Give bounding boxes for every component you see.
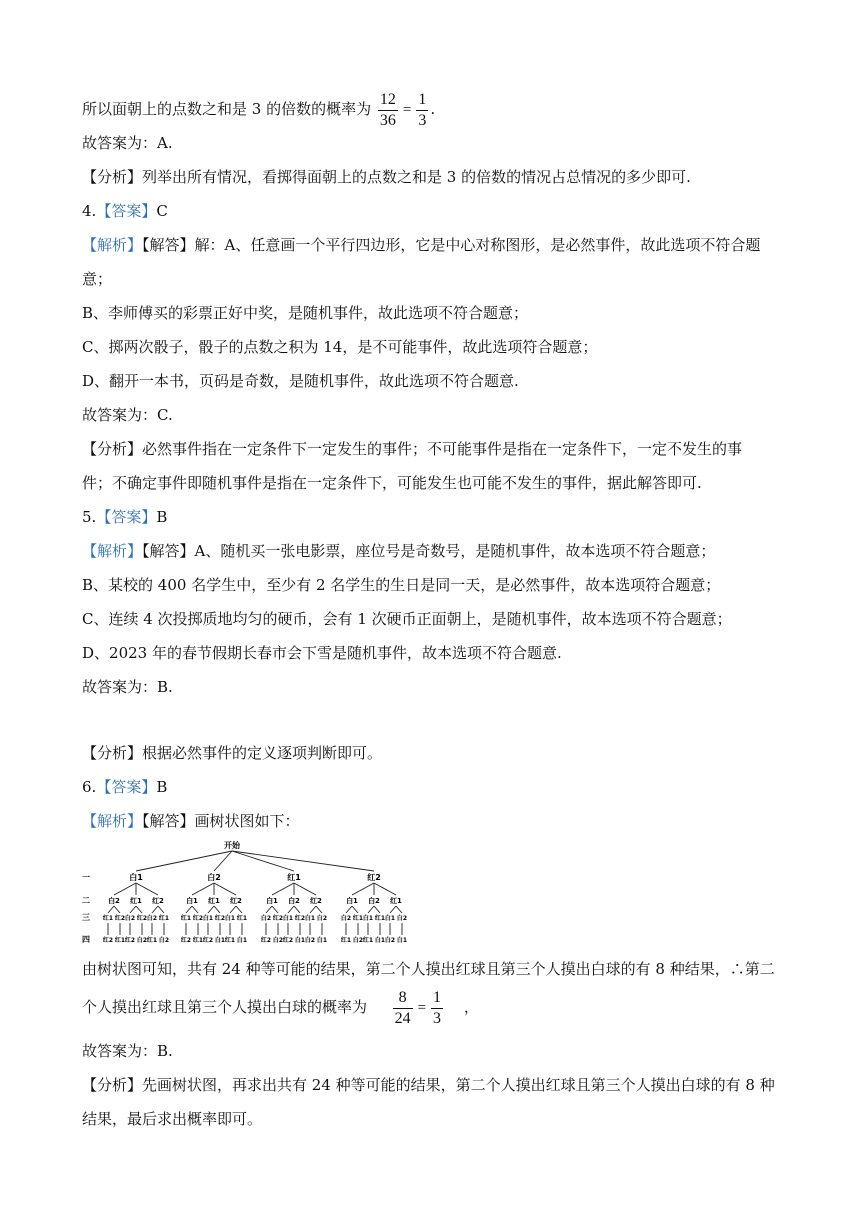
tree-branch	[294, 906, 300, 913]
tree-node-level4: 红2	[260, 937, 272, 944]
tree-node-level4: 红1	[146, 937, 158, 944]
tree-branch	[186, 906, 192, 913]
tree-branch	[152, 906, 158, 913]
tree-branch	[352, 906, 358, 913]
tree-node-level4: 红2	[282, 937, 294, 944]
tree-node-level2: 红2	[310, 897, 322, 905]
tree-branch	[208, 906, 214, 913]
row-label: 三	[82, 913, 90, 922]
text-line: 由树状图可知，共有 24 种等可能的结果，第二个人摸出红球且第三个人摸出白球的有 8 种结果，∴第二	[82, 960, 775, 978]
tree-node-level1: 白1	[129, 873, 143, 882]
tree-node-level4: 红1	[224, 937, 236, 944]
tree-node-level1: 白2	[207, 873, 221, 882]
tree-node-level3: 白2	[260, 915, 272, 922]
tree-diagram	[82, 838, 422, 948]
tree-node-level4: 白2	[304, 937, 316, 944]
q4-header: 4.【答案】C	[82, 202, 168, 220]
tree-branch	[114, 883, 136, 895]
tree-node-level3: 白2	[316, 915, 328, 922]
tree-node-level2: 红1	[130, 897, 142, 905]
tree-node-level4: 白2	[352, 937, 364, 944]
tree-branch	[316, 906, 322, 913]
text-line: B、李师傅买的彩票正好中奖，是随机事件，故此选项不符合题意；	[82, 304, 529, 322]
tree-branch	[236, 906, 242, 913]
tree-root: 开始	[224, 841, 240, 850]
tree-branch	[310, 906, 316, 913]
tree-branch	[136, 883, 158, 895]
tree-node-level2: 白2	[288, 897, 300, 905]
tree-node-level4: 红1	[340, 937, 352, 944]
tree-node-level3: 白1	[224, 915, 236, 922]
explain-tag: 【解析】	[82, 812, 143, 830]
tree-node-level2: 红1	[208, 897, 220, 905]
tree-node-level4: 白1	[294, 937, 306, 944]
tree-node-level3: 红2	[294, 915, 306, 922]
text-line: B、某校的 400 名学生中，至少有 2 名学生的生日是同一天，是必然事件，故本选项符合题意；	[82, 576, 721, 594]
tree-node-level3: 白1	[362, 915, 374, 922]
tree-branch	[232, 851, 374, 871]
tree-node-level3: 红1	[236, 915, 248, 922]
tree-branch	[346, 906, 352, 913]
tree-node-level3: 红2	[214, 915, 226, 922]
q6-solution: 【解析】【解答】画树状图如下：	[82, 812, 300, 830]
answer-line: 故答案为：C.	[82, 406, 173, 424]
tree-node-level3: 红1	[180, 915, 192, 922]
tree-node-level3: 红1	[158, 915, 170, 922]
tree-branch	[288, 906, 294, 913]
tree-node-level2: 红2	[152, 897, 164, 905]
tree-node-level4: 红1	[362, 937, 374, 944]
tree-branch	[396, 906, 402, 913]
text-line: D、翻开一本书，页码是奇数，是随机事件，故此选项不符合题意.	[82, 372, 519, 390]
tree-branch	[272, 883, 294, 895]
tree-node-level2: 红1	[390, 897, 402, 905]
answer-tag: 【答案】	[96, 508, 157, 526]
tree-branch	[114, 906, 120, 913]
q5-solution: 【解析】【解答】A、随机买一张电影票，座位号是奇数号，是随机事件，故本选项不符合题意；	[82, 542, 716, 560]
tree-branch	[266, 906, 272, 913]
answer-tag: 【答案】	[96, 202, 157, 220]
tree-node-level3: 白2	[340, 915, 352, 922]
tree-node-level3: 红2	[136, 915, 148, 922]
text-line: 件；不确定事件即随机事件是指在一定条件下，可能发生也可能不发生的事件，据此解答即可.	[82, 474, 702, 492]
answer-line: 故答案为：B.	[82, 678, 173, 696]
fraction-12-36: $\frac{12}{36}$	[379, 90, 396, 129]
tree-node-level3: 白1	[202, 915, 214, 922]
answer-tag: 【答案】	[96, 778, 157, 796]
tree-branch	[214, 906, 220, 913]
tree-node-level4: 白1	[316, 937, 328, 944]
tree-branch	[214, 883, 236, 895]
tree-node-level2: 白1	[346, 897, 358, 905]
analysis-line: 【分析】先画树状图，再求出共有 24 种等可能的结果，第二个人摸出红球且第三个人摸出白球的有 8 种	[82, 1076, 775, 1094]
tree-node-level3: 白2	[396, 915, 408, 922]
tree-branch	[374, 883, 396, 895]
tree-branch	[390, 906, 396, 913]
tree-branch	[136, 906, 142, 913]
fraction-1-3: $\frac{1}{3}$	[433, 988, 442, 1027]
q6-header: 6.【答案】B	[82, 778, 168, 796]
tree-branch	[230, 906, 236, 913]
tree-node-level4: 白2	[158, 937, 170, 944]
tree-node-level3: 红2	[114, 915, 126, 922]
tree-branch	[192, 906, 198, 913]
tree-node-level1: 红2	[367, 873, 381, 882]
fraction-1-3: $\frac{1}{3}$	[418, 90, 427, 129]
tree-node-level3: 红2	[272, 915, 284, 922]
answer-line: 故答案为：B.	[82, 1042, 173, 1060]
tree-node-level3: 白1	[282, 915, 294, 922]
explain-tag: 【解析】	[82, 542, 143, 560]
tree-node-level2: 白1	[186, 897, 198, 905]
text-line: C、掷两次骰子，骰子的点数之积为 14，是不可能事件，故此选项符合题意；	[82, 338, 598, 356]
tree-node-level4: 红2	[102, 937, 114, 944]
tree-branch	[136, 851, 232, 871]
tree-node-level4: 红2	[124, 937, 136, 944]
tree-branch	[272, 906, 278, 913]
tree-branch	[192, 883, 214, 895]
tree-node-level4: 白1	[236, 937, 248, 944]
tree-node-level4: 红2	[202, 937, 214, 944]
analysis-line: 【分析】列举出所有情况，看掷得面朝上的点数之和是 3 的倍数的情况占总情况的多少即可.	[82, 168, 691, 186]
answer-line: 故答案为：A.	[82, 134, 173, 152]
tree-branch	[352, 883, 374, 895]
tree-branch	[368, 906, 374, 913]
tree-node-level4: 白1	[374, 937, 386, 944]
fraction-8-24: $\frac{8}{24}$	[394, 988, 411, 1027]
tree-node-level3: 白2	[124, 915, 136, 922]
row-label: 四	[82, 935, 90, 944]
explain-tag: 【解析】	[82, 236, 143, 254]
line-probability: 所以面朝上的点数之和是 3 的倍数的概率为 $\frac{12}{36}$ = $\frac{1}{3}$ .	[82, 90, 436, 129]
row-label: 一	[82, 873, 90, 882]
tree-node-level4: 红1	[192, 937, 204, 944]
text-line: C、连续 4 次投掷质地均匀的硬币，会有 1 次硬币正面朝上，是随机事件，故本选项不符合题意；	[82, 610, 732, 628]
tree-node-level3: 白1	[384, 915, 396, 922]
tree-node-level2: 白2	[368, 897, 380, 905]
tree-node-level3: 白2	[146, 915, 158, 922]
tree-node-level4: 白2	[272, 937, 284, 944]
q5-header: 5.【答案】B	[82, 508, 168, 526]
tree-node-level1: 红1	[287, 873, 301, 882]
tree-node-level3: 红1	[352, 915, 364, 922]
tree-node-level4: 白1	[214, 937, 226, 944]
tree-branch	[108, 906, 114, 913]
text: 所以面朝上的点数之和是 3 的倍数的概率为	[82, 100, 372, 118]
text-line: 意；	[82, 270, 113, 288]
tree-branch	[158, 906, 164, 913]
q4-solution: 【解析】【解答】解：A、任意画一个平行四边形，它是中心对称图形，是必然事件，故此选项不符合题	[82, 236, 761, 254]
tree-node-level3: 红2	[192, 915, 204, 922]
tree-node-level2: 白1	[266, 897, 278, 905]
tree-node-level3: 红1	[374, 915, 386, 922]
tree-node-level4: 红1	[114, 937, 126, 944]
text-line: 结果，最后求出概率即可。	[82, 1110, 263, 1128]
tree-node-level2: 白2	[108, 897, 120, 905]
row-label: 二	[82, 896, 90, 905]
tree-node-level4: 白1	[396, 937, 408, 944]
tree-node-level4: 白2	[136, 937, 148, 944]
tree-node-level3: 红1	[102, 915, 114, 922]
analysis-line: 【分析】必然事件指在一定条件下一定发生的事件；不可能事件是指在一定条件下，一定不发生的事	[82, 440, 743, 458]
text-line: D、2023 年的春节假期长春市会下雪是随机事件，故本选项不符合题意.	[82, 644, 562, 662]
tree-branch	[232, 851, 294, 871]
tree-branch	[130, 906, 136, 913]
analysis-line: 【分析】根据必然事件的定义逐项判断即可。	[82, 744, 383, 762]
tree-branch	[294, 883, 316, 895]
tree-node-level2: 红2	[230, 897, 242, 905]
tree-branch	[374, 906, 380, 913]
tree-node-level4: 红2	[180, 937, 192, 944]
line-probability-q6: 个人摸出红球且第三个人摸出白球的概率为 $\frac{8}{24}$ = $\frac{1}{3}$ ，	[82, 988, 479, 1027]
tree-node-level3: 白1	[304, 915, 316, 922]
tree-node-level4: 白2	[384, 937, 396, 944]
